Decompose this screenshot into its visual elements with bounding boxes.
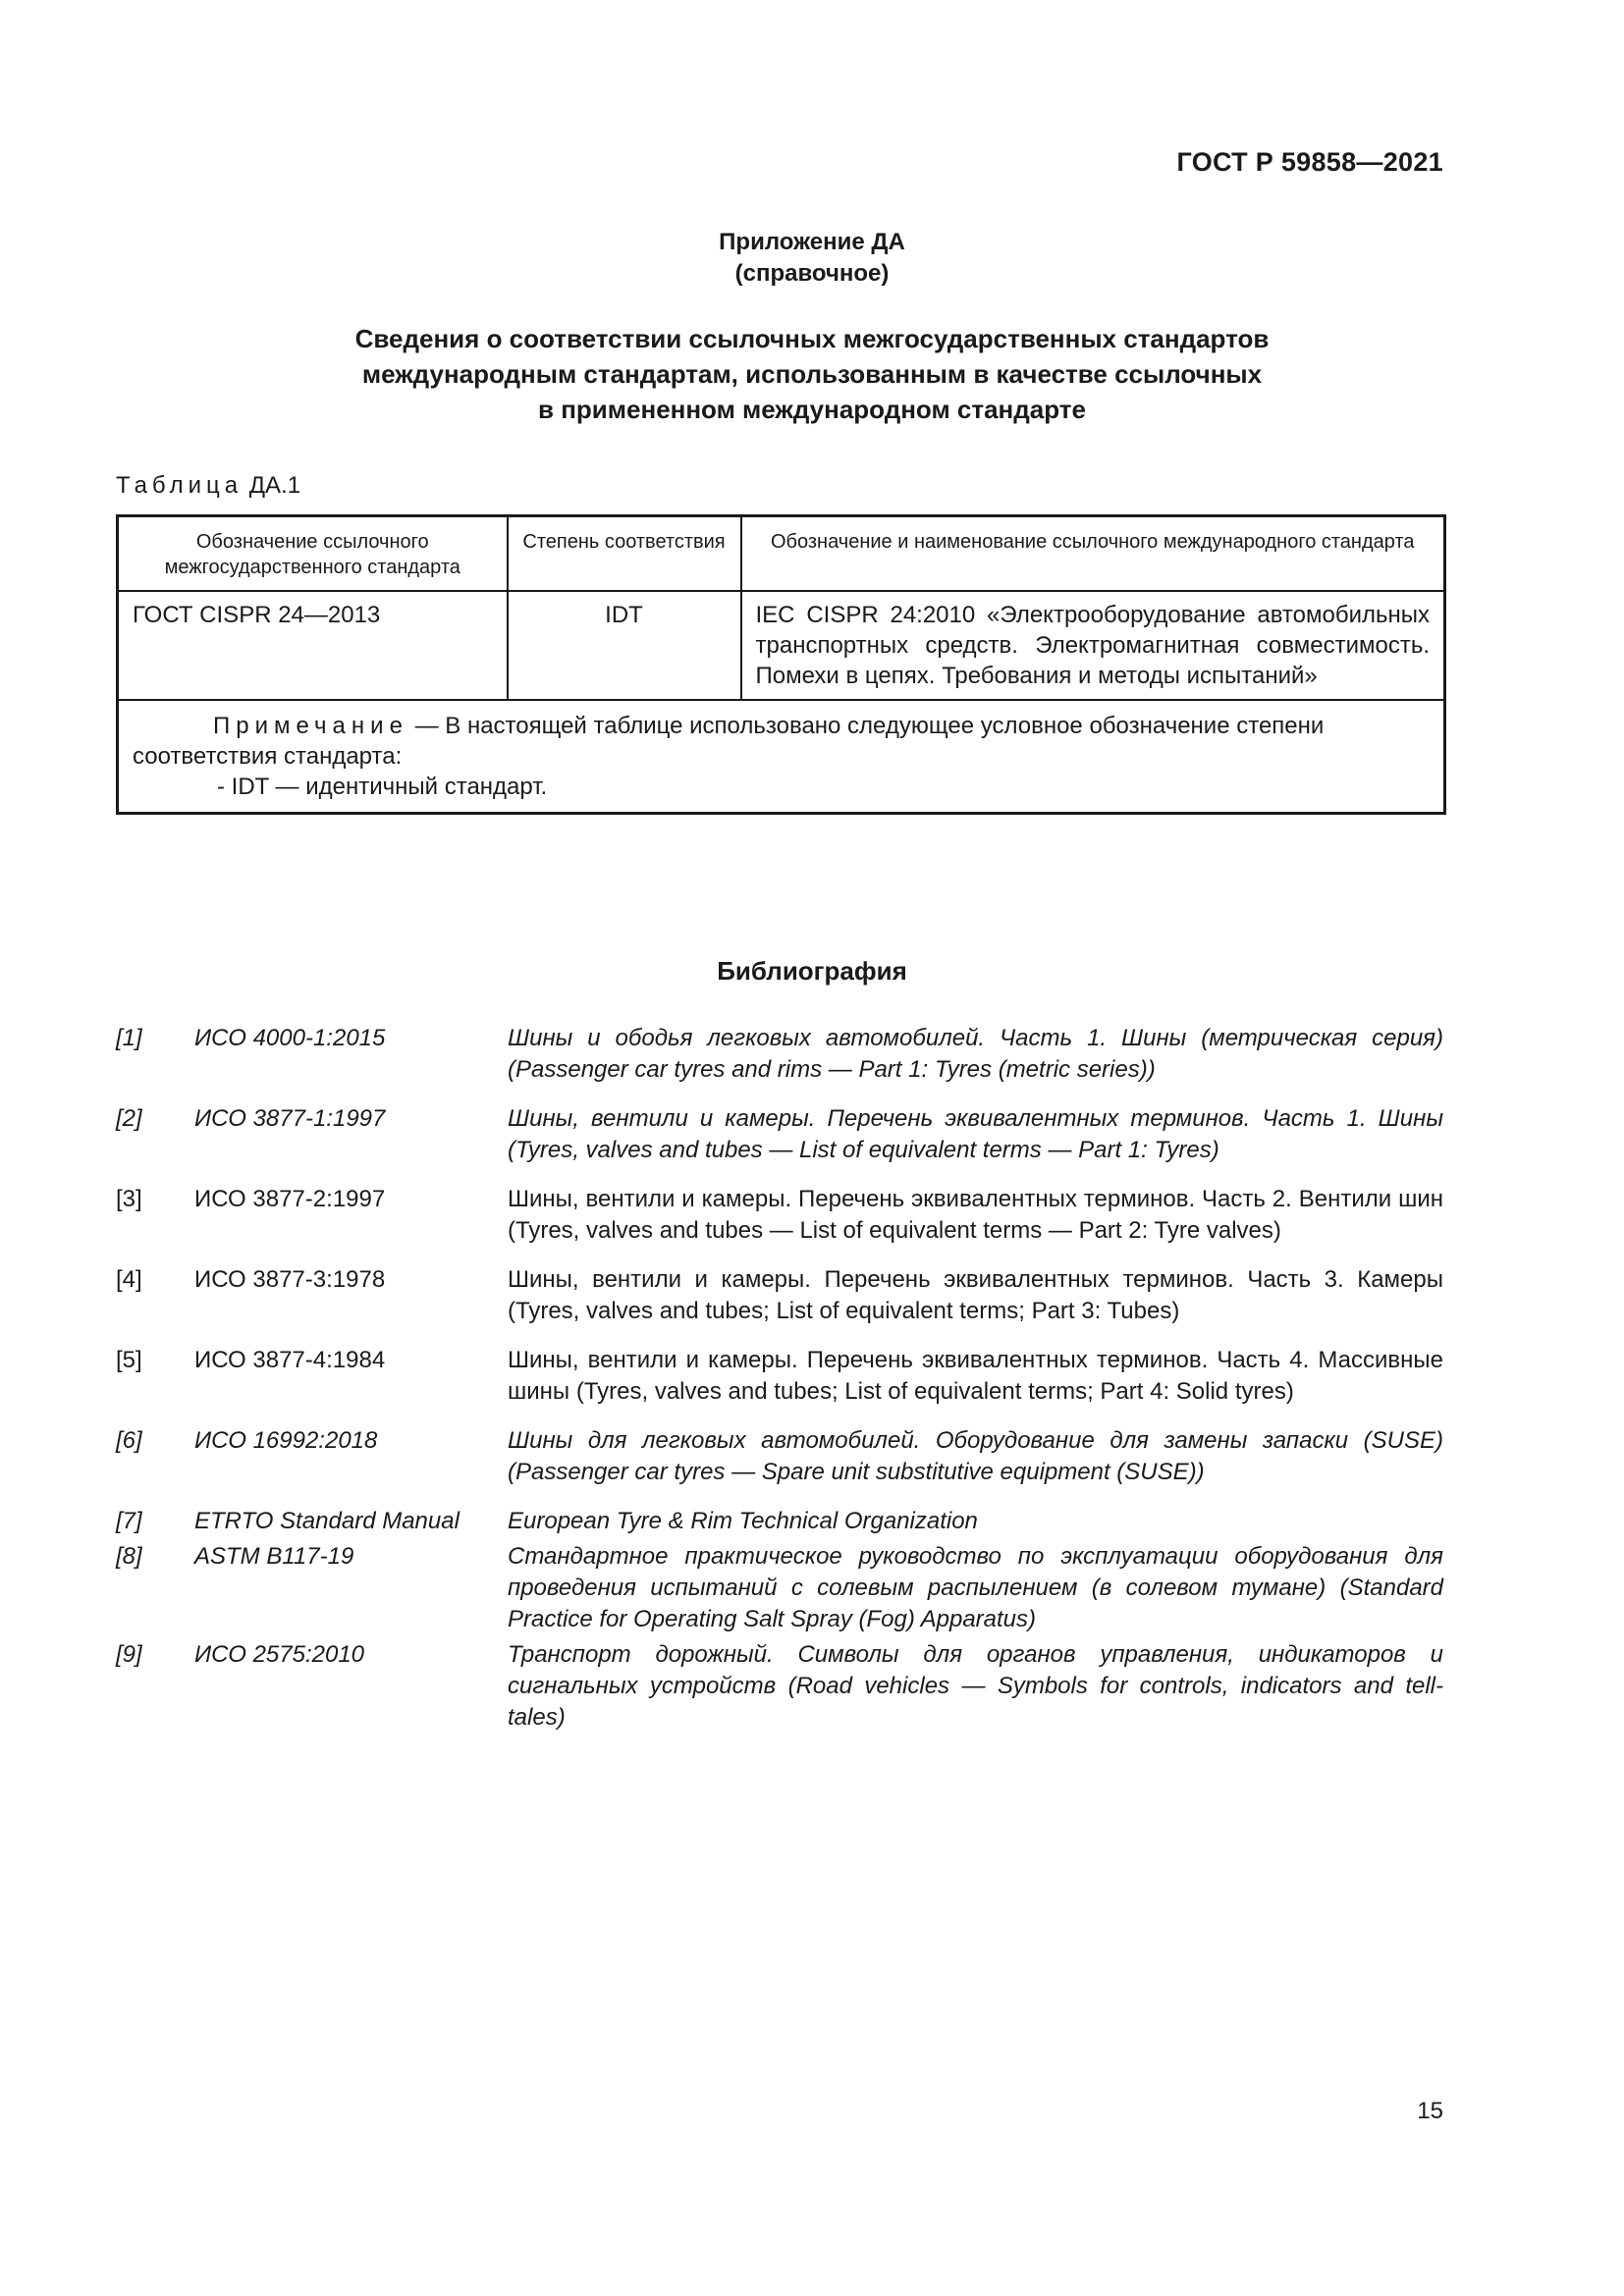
entry-description: Шины, вентили и камеры. Перечень эквивалентных терминов. Часть 4. Массивные шины (Tyres, valves and tubes; List of equivalent terms; Part 4: Solid tyres) (508, 1347, 1443, 1405)
bibliography-entry (116, 1506, 1443, 1537)
entry-number: [8] (116, 1543, 142, 1570)
entry-number: [3] (116, 1186, 142, 1212)
entry-code: ETRTO Standard Manual (194, 1508, 460, 1534)
table-note (118, 700, 1445, 814)
table-caption-label: Таблица (116, 472, 244, 499)
entry-code: ИСО 3877-2:1997 (194, 1186, 386, 1212)
entry-description: European Tyre & Rim Technical Organization (508, 1508, 978, 1534)
entry-description: Шины, вентили и камеры. Перечень эквивалентных терминов. Часть 3. Камеры (Tyres, valves and tubes; List of equivalent terms; Part 3: Tubes) (508, 1266, 1443, 1324)
appendix-heading (0, 227, 1624, 290)
bibliography-title: Библиография (717, 956, 907, 986)
entry-description: Шины, вентили и камеры. Перечень эквивалентных терминов. Часть 1. Шины (Tyres, valves and tubes — List of equivalent terms — Part 1: Tyres) (508, 1105, 1443, 1163)
entry-code: ASTM B117-19 (194, 1543, 354, 1570)
note-item: - IDT — идентичный стандарт. (217, 774, 548, 800)
table-header-row (118, 516, 1445, 592)
entry-number: [4] (116, 1266, 142, 1293)
table-caption-number: ДА.1 (248, 472, 301, 499)
section-title-line: международным стандартам, использованным в качестве ссылочных (361, 359, 1263, 389)
bibliography-entry (116, 1264, 1443, 1327)
table-row (118, 591, 1445, 700)
column-header-international: Обозначение и наименование ссылочного международного стандарта (741, 516, 1445, 592)
appendix-title: Приложение ДА (719, 229, 905, 255)
bibliography-entry (116, 1345, 1443, 1408)
appendix-subtitle: (справочное) (734, 260, 890, 287)
document-number: ГОСТ Р 59858—2021 (1176, 147, 1443, 177)
section-title-line: Сведения о соответствии ссылочных межгосударственных стандартов (354, 324, 1270, 353)
bibliography-entry (116, 1425, 1443, 1488)
note-paragraph (133, 711, 1430, 772)
entry-number: [7] (116, 1508, 142, 1534)
bibliography-entry (116, 1184, 1443, 1247)
bibliography-entry (116, 1541, 1443, 1635)
entry-description: Шины и ободья легковых автомобилей. Часть 1. Шины (метрическая серия) (Passenger car tyres and rims — Part 1: Tyres (metric series)) (508, 1025, 1443, 1083)
entry-code: ИСО 2575:2010 (194, 1641, 365, 1668)
bibliography-entry (116, 1639, 1443, 1734)
entry-code: ИСО 4000-1:2015 (194, 1025, 386, 1051)
entry-description: Шины для легковых автомобилей. Оборудование для замены запаски (SUSE) (Passenger car tyres — Spare unit substitutive equipment (SUSE)) (508, 1427, 1443, 1485)
entry-number: [5] (116, 1347, 142, 1373)
entry-number: [1] (116, 1025, 142, 1051)
note-text: — В настоящей таблице использовано следующее условное обозначение степени соответствия стандарта: (133, 713, 1325, 770)
cell-international-standard: IEC CISPR 24:2010 «Электрооборудование автомобильных транспортных средств. Электромагнитная совместимость. Помехи в цепях. Требования и методы испытаний» (741, 591, 1445, 700)
entry-number: [6] (116, 1427, 142, 1454)
cell-degree: IDT (508, 591, 741, 700)
entry-code: ИСО 16992:2018 (194, 1427, 378, 1454)
page-number: 15 (1417, 2098, 1443, 2124)
cell-national-standard: ГОСТ CISPR 24—2013 (118, 591, 508, 700)
entry-description: Шины, вентили и камеры. Перечень эквивалентных терминов. Часть 2. Вентили шин (Tyres, valves and tubes — List of equivalent terms — Part 2: Tyre valves) (508, 1186, 1443, 1244)
entry-code: ИСО 3877-4:1984 (194, 1347, 386, 1373)
note-label: Примечание (213, 713, 408, 739)
bibliography-list (116, 1023, 1443, 1734)
entry-code: ИСО 3877-1:1997 (194, 1105, 386, 1132)
column-header-national: Обозначение ссылочного межгосударственного стандарта (118, 516, 508, 592)
table-note-row (118, 700, 1445, 814)
table-caption (116, 472, 300, 500)
section-title-line: в примененном международном стандарте (538, 395, 1086, 424)
entry-description: Стандартное практическое руководство по эксплуатации оборудования для проведения испытаний с солевым распылением (в солевом тумане) (Standard Practice for Operating Salt Spray (Fog) Apparatus) (508, 1543, 1443, 1632)
section-title (0, 321, 1624, 427)
column-header-degree: Степень соответствия (508, 516, 741, 592)
entry-code: ИСО 3877-3:1978 (194, 1266, 386, 1293)
correspondence-table (116, 514, 1446, 815)
entry-number: [2] (116, 1105, 142, 1132)
entry-number: [9] (116, 1641, 142, 1668)
bibliography-entry (116, 1023, 1443, 1086)
bibliography-entry (116, 1103, 1443, 1166)
entry-description: Транспорт дорожный. Символы для органов управления, индикаторов и сигнальных устройств (Road vehicles — Symbols for controls, indicators and tell-tales) (508, 1641, 1443, 1731)
